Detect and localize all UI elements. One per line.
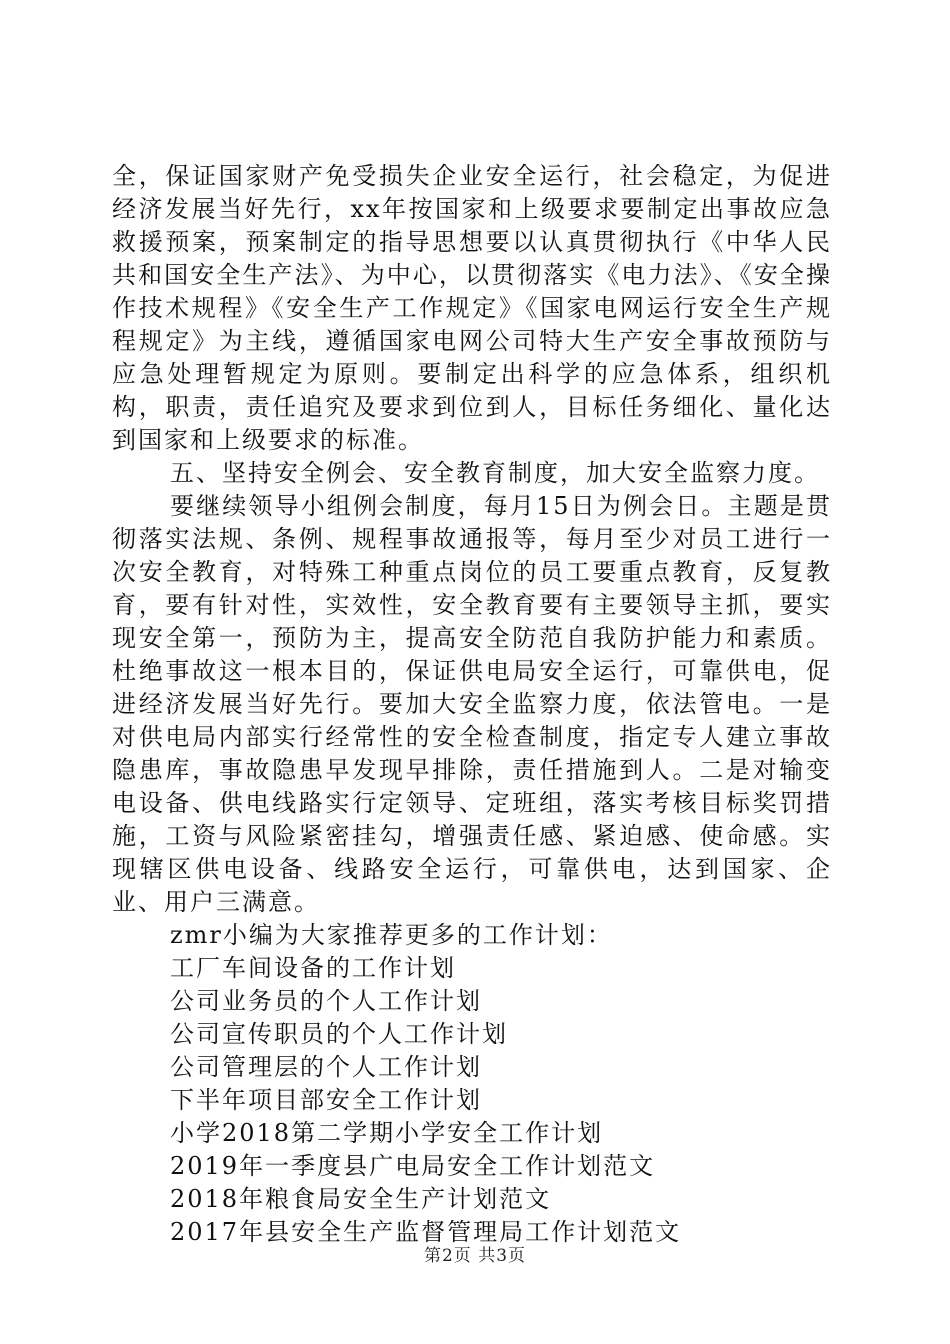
recommend-link[interactable]: 小学2018第二学期小学安全工作计划 (170, 1119, 604, 1147)
recommend-link[interactable]: 2017年县安全生产监督管理局工作计划范文 (170, 1218, 682, 1246)
recommend-list (112, 919, 832, 1249)
recommend-intro: zmr小编为大家推荐更多的工作计划： (170, 921, 613, 949)
page-footer: 第2页 共3页 (423, 1246, 527, 1266)
recommend-link[interactable]: 下半年项目部安全工作计划 (170, 1086, 482, 1114)
recommend-link[interactable]: 2019年一季度县广电局安全工作计划范文 (170, 1152, 656, 1180)
recommend-link[interactable]: 工厂车间设备的工作计划 (170, 954, 456, 982)
document-body (112, 160, 832, 1249)
recommend-link[interactable]: 公司管理层的个人工作计划 (170, 1053, 482, 1081)
section-heading-five: 五、坚持安全例会、安全教育制度，加大安全监察力度。 (170, 459, 820, 487)
paragraph-continuation: 全，保证国家财产免受损失企业安全运行，社会稳定，为促进经济发展当好先行，xx年按国家和上级要求要制定出事故应急救援预案，预案制定的指导思想要以认真贯彻执行《中华人民共和国安全生产法》、为中心，以贯彻落实《电力法》、《安全操作技术规程》《安全生产工作规定》《国家电网运行安全生产规程规定》为主线，遵循国家电网公司特大生产安全事故预防与应急处理暂规定为原则。要制定出科学的应急体系，组织机构，职责，责任追究及要求到位到人，目标任务细化、量化达到国家和上级要求的标准。 (112, 162, 832, 454)
recommend-link[interactable]: 公司业务员的个人工作计划 (170, 987, 482, 1015)
recommend-link[interactable]: 公司宣传职员的个人工作计划 (170, 1020, 508, 1048)
paragraph-safety-meeting: 要继续领导小组例会制度，每月15日为例会日。主题是贯彻落实法规、条例、规程事故通报等，每月至少对员工进行一次安全教育，对特殊工种重点岗位的员工要重点教育，反复教育，要有针对性，实效性，安全教育要有主要领导主抓，要实现安全第一，预防为主，提高安全防范自我防护能力和素质。杜绝事故这一根本目的，保证供电局安全运行，可靠供电，促进经济发展当好先行。要加大安全监察力度，依法管电。一是对供电局内部实行经常性的安全检查制度，指定专人建立事故隐患库，事故隐患早发现早排除，责任措施到人。二是对输变电设备、供电线路实行定领导、定班组，落实考核目标奖罚措施，工资与风险紧密挂勾，增强责任感、紧迫感、使命感。实现辖区供电设备、线路安全运行，可靠供电，达到国家、企业、用户三满意。 (112, 492, 832, 916)
recommend-link[interactable]: 2018年粮食局安全生产计划范文 (170, 1185, 552, 1213)
